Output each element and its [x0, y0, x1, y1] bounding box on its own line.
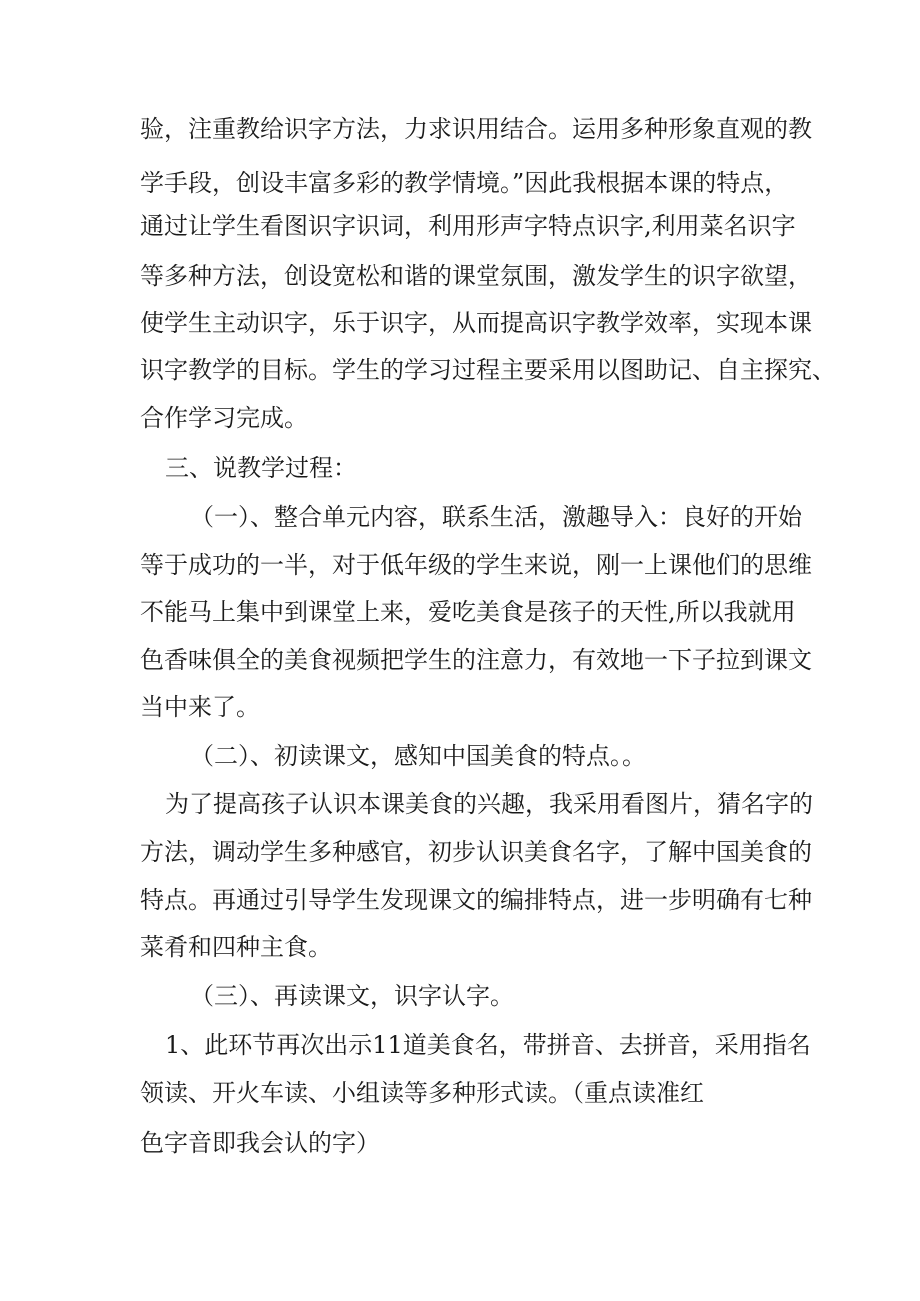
paragraph-line: 识字教学的目标。学生的学习过程主要采用以图助记、自主探究、 — [140, 356, 836, 384]
paragraph-line: 方法，调动学生多种感官，初步认识美食名字，了解中国美食的 — [140, 838, 812, 866]
section-heading: 三、说教学过程： — [165, 454, 357, 482]
paragraph-line: 为了提高孩子认识本课美食的兴趣，我采用看图片，猜名字的 — [165, 790, 813, 818]
paragraph-line: 当中来了。 — [140, 693, 260, 721]
paragraph-line: 学手段，创设丰富多彩的教学情境。”因此我根据本课的特点， — [140, 169, 789, 197]
paragraph-line: 通过让学生看图识字识词，利用形声字特点识字,利用菜名识字 — [140, 212, 796, 240]
subsection-heading: （二）、初读课文，感知中国美食的特点。。 — [190, 742, 646, 770]
paragraph-line: 特点。再通过引导学生发现课文的编排特点，进一步明确有七种 — [140, 886, 812, 914]
paragraph-line: 色字音即我会认的字） — [140, 1129, 380, 1157]
paragraph-line: 等于成功的一半，对于低年级的学生来说，刚一上课他们的思维 — [140, 551, 812, 579]
paragraph-line: 验，注重教给识字方法，力求识用结合。运用多种形象直观的教 — [140, 115, 812, 143]
subsection-heading: （一）、整合单元内容，联系生活，激趣导入：良好的开始 — [190, 503, 802, 531]
paragraph-line: 不能马上集中到课堂上来，爱吃美食是孩子的天性,所以我就用 — [140, 598, 796, 626]
paragraph-line: 合作学习完成。 — [140, 404, 308, 432]
subsection-heading: （三）、再读课文，识字认字。 — [190, 982, 514, 1010]
paragraph-line: 菜肴和四种主食。 — [140, 933, 332, 961]
paragraph-line: 1、此环节再次出示11道美食名，带拼音、去拼音，采用指名 — [165, 1031, 811, 1059]
paragraph-line: 等多种方法，创设宽松和谐的课堂氛围，激发学生的识字欲望， — [140, 262, 812, 290]
paragraph-line: 使学生主动识字，乐于识字，从而提高识字教学效率，实现本课 — [140, 309, 812, 337]
paragraph-line: 领读、开火车读、小组读等多种形式读。（重点读准红 — [140, 1079, 704, 1107]
paragraph-line: 色香味俱全的美食视频把学生的注意力，有效地一下子拉到课文 — [140, 646, 812, 674]
